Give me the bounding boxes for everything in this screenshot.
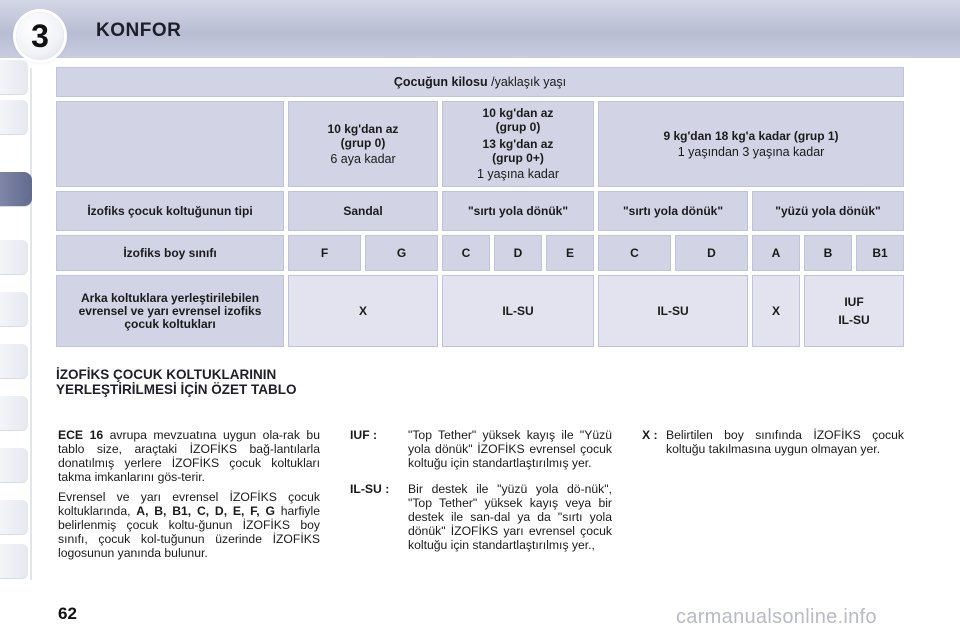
seat-cell	[442, 275, 594, 347]
size-cell	[598, 235, 671, 271]
chapter-tab-10[interactable]	[0, 544, 28, 579]
chapter-tab-5[interactable]	[0, 292, 28, 327]
definition-term: X :	[642, 428, 658, 442]
chapter-title: KONFOR	[96, 20, 182, 41]
size-cell	[288, 235, 361, 271]
seat-cell	[288, 275, 438, 347]
intro-column	[58, 428, 320, 566]
intro-text-1: avrupa mevzuatına uygun ola-rak bu tablo size, araçtaki İZOFİKS bağ-lantılarla donatılmış yerlere İZOFİKS çocuk koltukları takma imkanlarını gös-terir.	[58, 428, 320, 484]
intro-text-2a: Evrensel ve yarı evrensel İZOFİKS çocuk koltuklarında,	[58, 490, 320, 518]
group-0-plus-cell	[442, 101, 594, 187]
size-row-label-cell	[56, 235, 284, 271]
isofix-summary-table	[56, 67, 904, 347]
type-value: "sırtı yola dönük"	[622, 204, 724, 218]
chapter-tab-4[interactable]	[0, 240, 28, 275]
chapter-tab-2[interactable]	[0, 100, 28, 135]
size-value: B1	[872, 246, 888, 260]
size-value: F	[320, 246, 329, 260]
seat-value: IL-SU	[502, 304, 534, 318]
definition-term: IUF :	[350, 428, 378, 442]
seat-cell	[752, 275, 800, 347]
groups-empty-cell	[56, 101, 284, 187]
ece-label: ECE 16	[58, 428, 104, 442]
type-value: "yüzü yola dönük"	[775, 204, 881, 218]
chapter-tab-3-active[interactable]	[0, 172, 32, 207]
size-value: C	[461, 246, 471, 260]
group-1-cell	[598, 101, 904, 187]
intro-paragraph-1	[58, 428, 320, 484]
type-row-label: İzofiks çocuk koltuğunun tipi	[87, 204, 253, 218]
weight-label-rest: /yaklaşık yaşı	[487, 75, 567, 89]
section-heading: İZOFİKS ÇOCUK KOLTUKLARININ YERLEŞTİRİLMESİ İÇİN ÖZET TABLO	[56, 367, 297, 397]
definition-text: Belirtilen boy sınıfında İZOFİKS çocuk koltuğu takılmasına uygun olmayan yer.	[666, 428, 904, 456]
seat-row-label-cell	[56, 275, 284, 347]
type-row-label-cell	[56, 191, 284, 231]
size-value: E	[565, 246, 574, 260]
definition-x	[642, 428, 904, 476]
size-row-label: İzofiks boy sınıfı	[123, 246, 217, 260]
weight-header-cell	[56, 67, 904, 97]
group-1-title: 9 kg'dan 18 kg'a kadar (grup 1)	[663, 128, 839, 143]
type-cell-sandal	[288, 191, 438, 231]
chapter-tab-rail	[0, 60, 34, 580]
definition-iuf	[350, 428, 612, 476]
size-cell	[856, 235, 904, 271]
type-cell-rear-facing-2	[598, 191, 748, 231]
seat-value-ilsu: IL-SU	[838, 313, 870, 327]
group-0-cell	[288, 101, 438, 187]
size-cell	[675, 235, 748, 271]
seat-value: IL-SU	[657, 304, 689, 318]
type-value: Sandal	[343, 204, 383, 218]
chapter-tab-9[interactable]	[0, 500, 28, 535]
definition-il-su	[350, 482, 612, 578]
seat-cell-iuf	[804, 275, 904, 347]
definition-term: IL-SU :	[350, 482, 390, 496]
size-cell	[442, 235, 490, 271]
chapter-tab-1[interactable]	[0, 60, 28, 95]
group-0-age: 6 aya kadar	[330, 151, 396, 166]
size-cell	[494, 235, 542, 271]
size-cell	[804, 235, 852, 271]
watermark: carmanualsonline.info	[676, 606, 877, 628]
seat-value-iuf: IUF	[844, 295, 864, 309]
page-number: 62	[58, 604, 77, 623]
size-cell	[365, 235, 438, 271]
seat-cell	[598, 275, 748, 347]
chapter-tab-8[interactable]	[0, 448, 28, 483]
tab-rail-divider	[30, 68, 32, 580]
group-0-plus-title2: 13 kg'dan az (grup 0+)	[482, 137, 554, 165]
size-class-letters: A, B, B1, C, D, E, F, G	[136, 504, 275, 518]
intro-paragraph-2	[58, 490, 320, 560]
size-cell	[752, 235, 800, 271]
weight-label-bold: Çocuğun kilosu	[393, 75, 488, 89]
group-1-age: 1 yaşından 3 yaşına kadar	[677, 144, 825, 159]
seat-value: X	[358, 304, 367, 318]
size-cell	[546, 235, 594, 271]
seat-value: X	[771, 304, 780, 318]
size-value: D	[513, 246, 523, 260]
chapter-tab-7[interactable]	[0, 396, 28, 431]
size-value: D	[707, 246, 716, 260]
seat-row-label: Arka koltuklara yerleştirilebilen evrensel ve yarı evrensel izofiks çocuk koltukları	[78, 290, 262, 331]
chapter-number-badge: 3	[16, 12, 64, 60]
definition-text: "Top Tether" yüksek kayış ile "Yüzü yola dönük" İZOFİKS evrensel çocuk koltuğu için standartlaştırılmış yer.	[408, 428, 612, 470]
size-value: B	[823, 246, 833, 260]
group-0-plus-age: 1 yaşına kadar	[477, 167, 559, 181]
type-cell-rear-facing-1	[442, 191, 594, 231]
group-0-title: 10 kg'dan az (grup 0)	[327, 121, 399, 150]
type-value: "sırtı yola dönük"	[467, 204, 569, 218]
size-value: A	[771, 246, 781, 260]
size-value: C	[630, 246, 639, 260]
chapter-tab-6[interactable]	[0, 344, 28, 379]
type-cell-forward-facing	[752, 191, 904, 231]
group-0-plus-title1: 10 kg'dan az (grup 0)	[482, 106, 554, 134]
definition-text: Bir destek ile "yüzü yola dö-nük", "Top Tether" yüksek kayış veya bir destek ile san-dal ya da "sırtı yola dönük" İZOFİKS yarı evrensel çocuk koltuğu için standartlaştırılmış yer.,	[408, 482, 612, 552]
intro-text-2b: harfiyle belirlenmiş çocuk koltu-ğunun İZOFİKS boy sınıfı, çocuk kol-tuğunun üzerinde İZOFİKS logosunun yanında bulunur.	[58, 504, 320, 560]
size-value: G	[396, 246, 407, 260]
